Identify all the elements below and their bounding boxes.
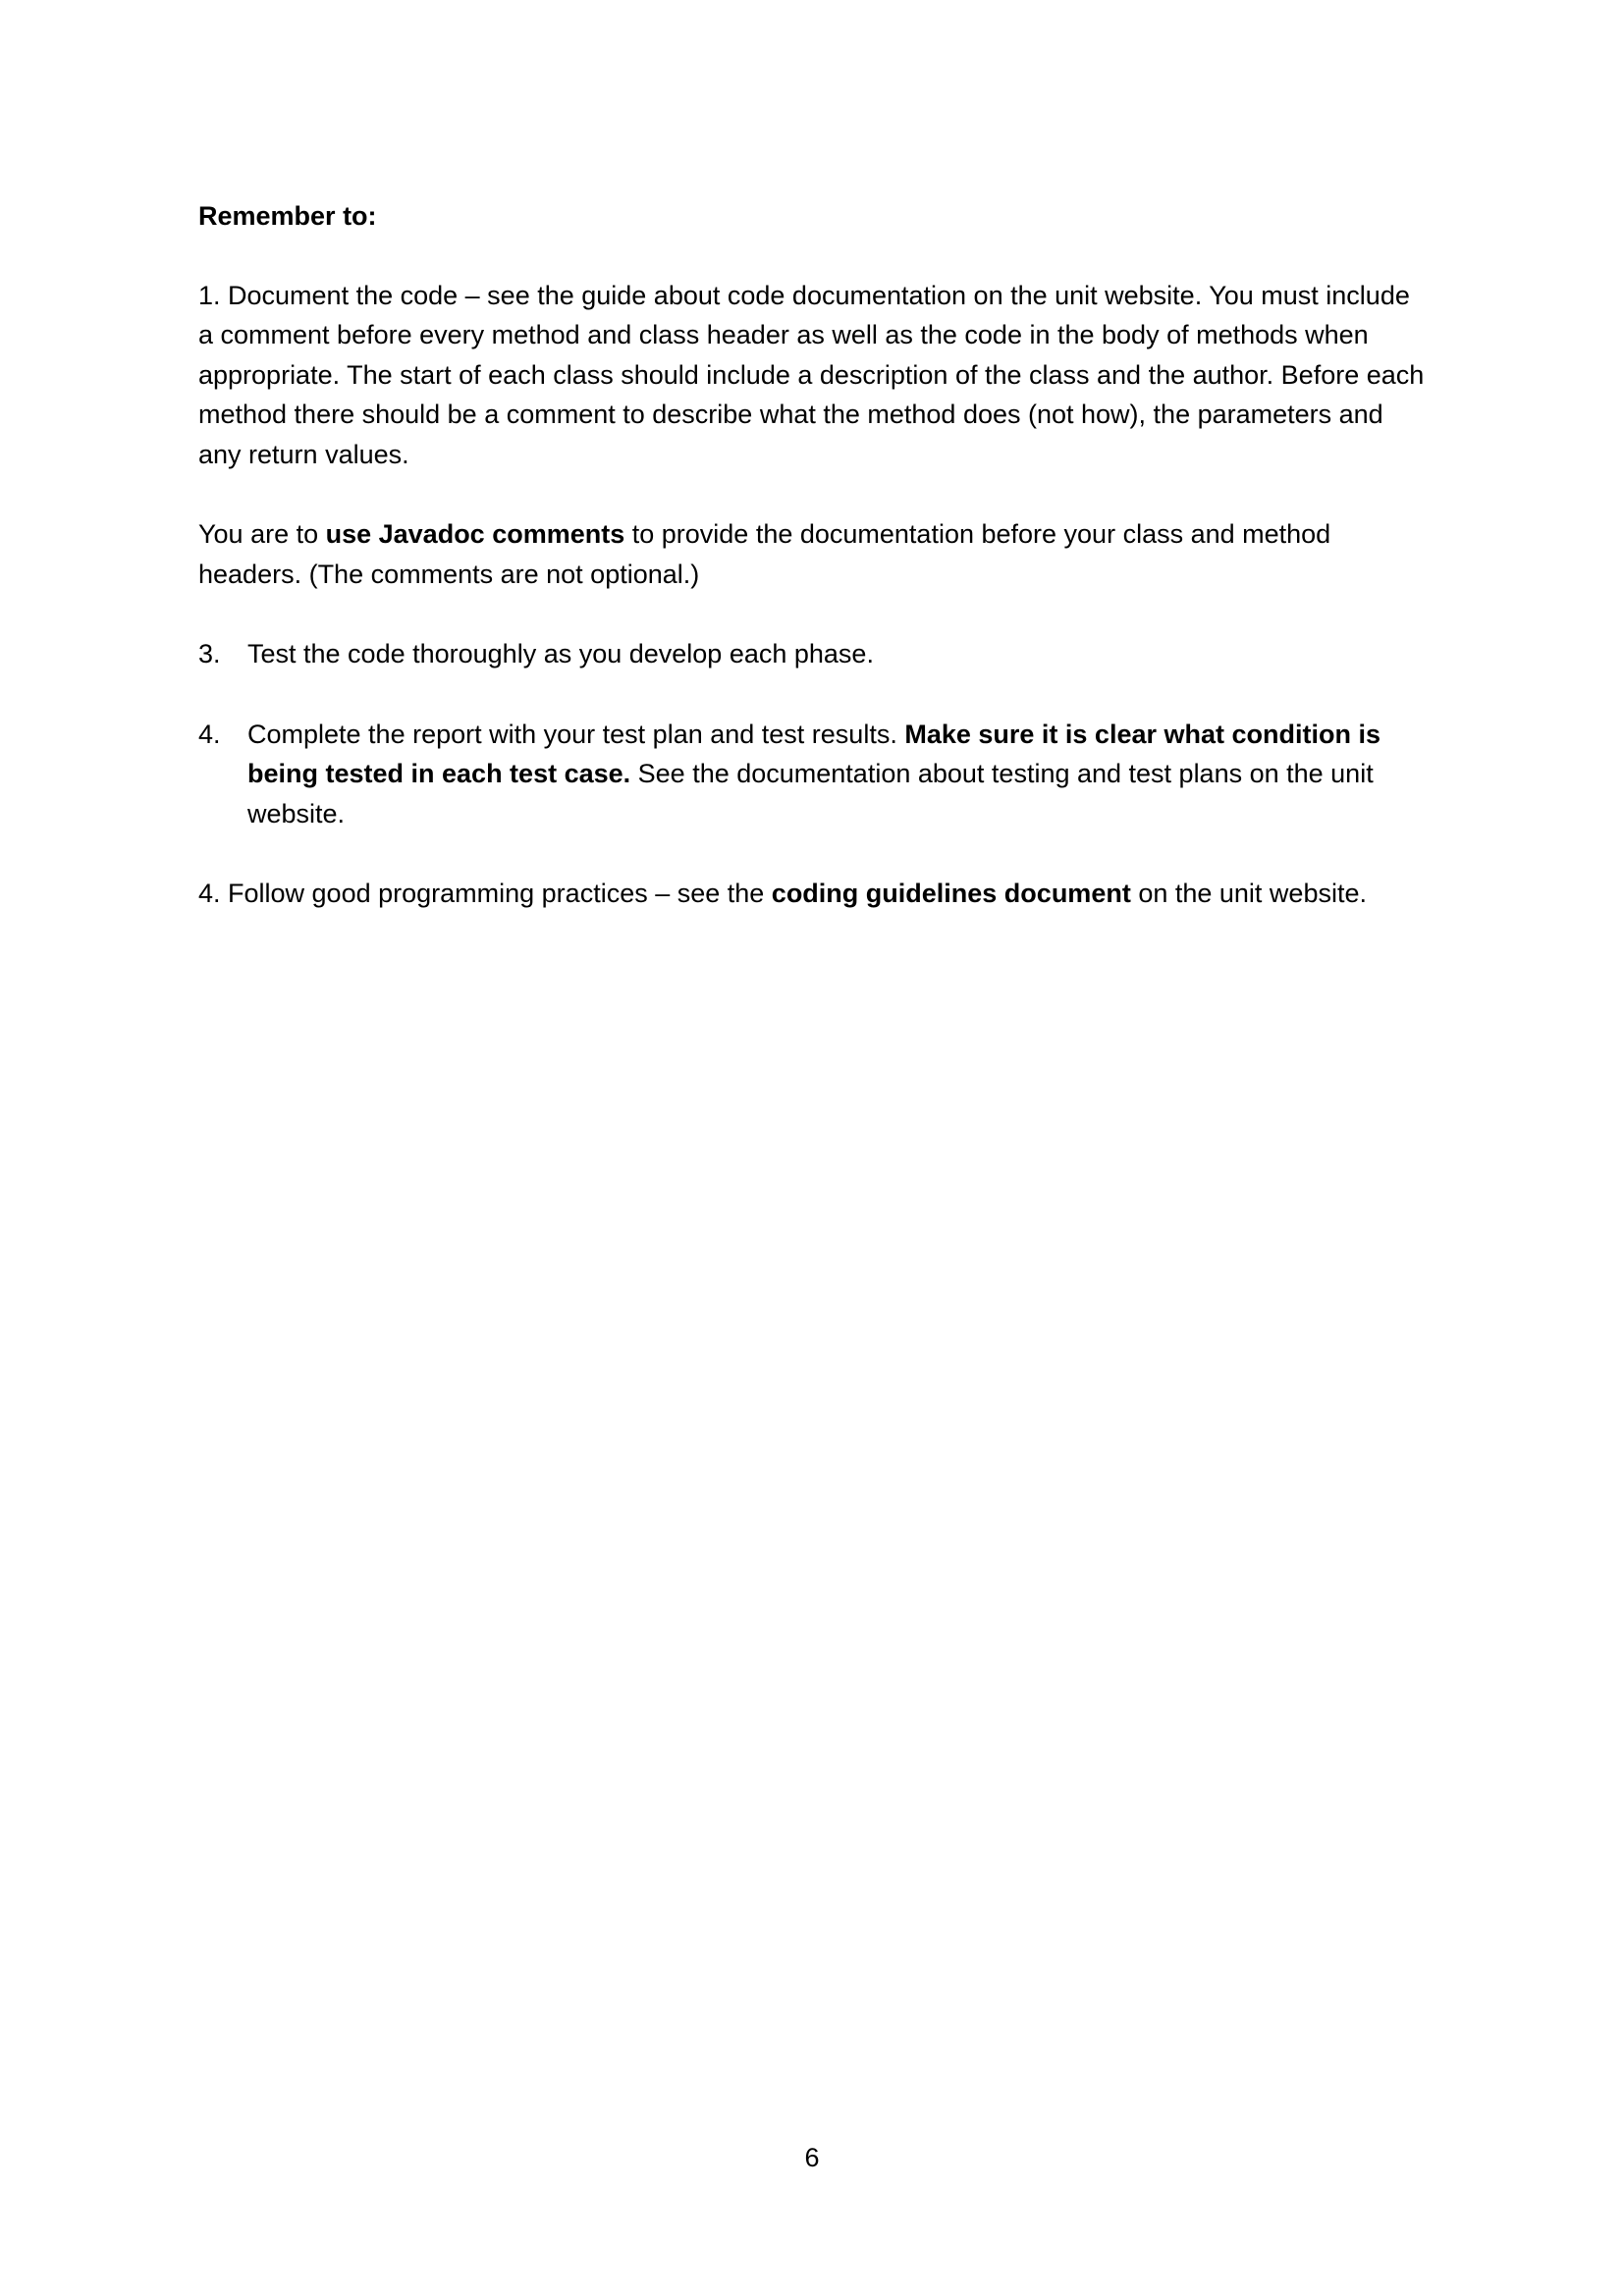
practices-prefix: 4. Follow good programming practices – see the xyxy=(198,879,772,908)
page-number: 6 xyxy=(804,2143,820,2172)
list-number: 4. xyxy=(198,719,221,749)
paragraph-javadoc xyxy=(198,514,1426,594)
practices-bold: coding guidelines document xyxy=(771,879,1131,908)
section-heading: Remember to: xyxy=(198,201,377,231)
report-suffix: See the documentation about testing and test plans on the unit website. xyxy=(247,759,1374,828)
list-item-complete-report xyxy=(198,715,1426,834)
practices-suffix: on the unit website. xyxy=(1130,879,1367,908)
javadoc-bold: use Javadoc comments xyxy=(325,519,625,549)
page-content xyxy=(198,196,1426,954)
javadoc-prefix: You are to xyxy=(198,519,326,549)
list-number: 3. xyxy=(198,639,221,668)
list-item-test-code xyxy=(198,634,1426,674)
paragraph-good-practices xyxy=(198,874,1426,914)
paragraph-document-code: 1. Document the code – see the guide about code documentation on the unit website. You must include a comment before every method and class header as well as the code in the body of methods when appropriate. The start of each class should include a description of the class and the author. Before each method there should be a comment to describe what the method does (not how), the parameters and any return values. xyxy=(198,280,1425,469)
report-prefix: Complete the report with your test plan and test results. xyxy=(247,719,905,749)
javadoc-suffix: to provide the documentation before your class and method headers. (The comments are not optional.) xyxy=(198,519,1331,589)
list-item-text: Test the code thoroughly as you develop each phase. xyxy=(247,639,874,668)
report-bold: Make sure it is clear what condition is being tested in each test case. xyxy=(247,719,1380,788)
